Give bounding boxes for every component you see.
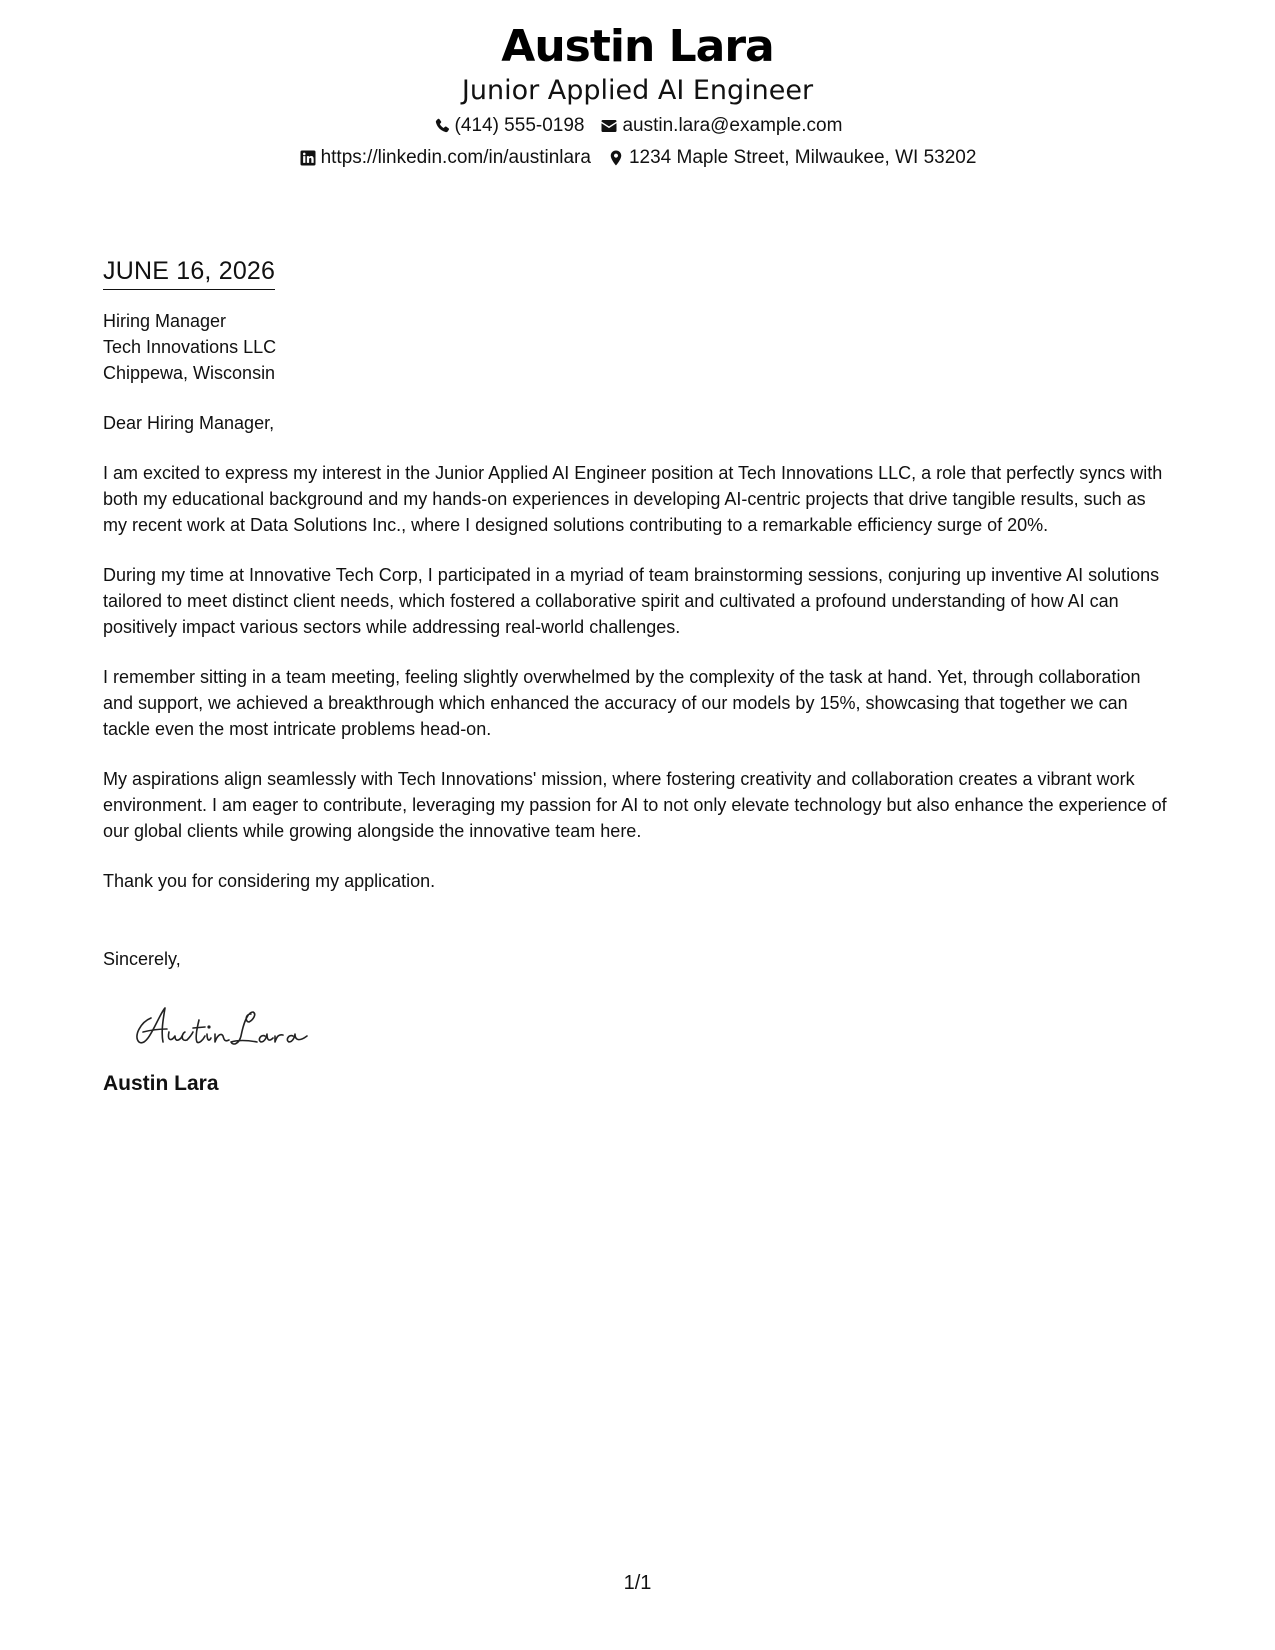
linkedin-icon bbox=[299, 149, 317, 167]
map-marker-icon bbox=[607, 149, 625, 167]
email-address: austin.lara@example.com bbox=[622, 115, 843, 136]
body-paragraph: My aspirations align seamlessly with Tech Innovations' mission, where fostering creativity and collaboration creates a vibrant work environment. I am eager to contribute, leveraging my passion for AI to not only elevate technology but also enhance the experience of our global clients while growing alongside the innovative team here. bbox=[103, 769, 1167, 841]
street-address: 1234 Maple Street, Milwaukee, WI 53202 bbox=[628, 147, 977, 168]
phone-number: (414) 555-0198 bbox=[454, 115, 585, 136]
phone-icon bbox=[433, 117, 451, 135]
linkedin-url: https://linkedin.com/in/austinlara bbox=[320, 147, 591, 168]
recipient-block bbox=[103, 308, 1173, 386]
envelope-icon bbox=[600, 117, 618, 135]
signer-name: Austin Lara bbox=[103, 1072, 219, 1095]
body-paragraph: During my time at Innovative Tech Corp, I participated in a myriad of team brainstorming sessions, conjuring up inventive AI solutions tailored to meet distinct client needs, which fostered a collaborative spirit and cultivated a profound understanding of how AI can positively impact various sectors while addressing real-world challenges. bbox=[103, 565, 1160, 637]
letter-body bbox=[103, 255, 1173, 1098]
salutation: Dear Hiring Manager, bbox=[103, 413, 275, 433]
applicant-name: Austin Lara bbox=[501, 21, 774, 72]
contact-linkedin bbox=[299, 144, 591, 172]
applicant-title: Junior Applied AI Engineer bbox=[461, 75, 814, 106]
contact-email bbox=[600, 112, 842, 140]
handwritten-signature bbox=[129, 996, 1173, 1056]
closing-line: Thank you for considering my application. bbox=[103, 871, 436, 891]
contact-phone bbox=[433, 112, 585, 140]
contact-address bbox=[607, 144, 976, 172]
letter-date: JUNE 16, 2026 bbox=[103, 255, 275, 290]
letter-header bbox=[0, 20, 1275, 172]
body-paragraph: I remember sitting in a team meeting, feeling slightly overwhelmed by the complexity of the task at hand. Yet, through collaboration and support, we achieved a breakthrough which enhanced the accuracy of our models by 15%, showcasing that together we can tackle even the most intricate problems head-on. bbox=[103, 667, 1141, 739]
recipient-company: Tech Innovations LLC bbox=[103, 337, 277, 357]
recipient-name: Hiring Manager bbox=[103, 311, 227, 331]
contact-row-secondary bbox=[0, 144, 1275, 172]
page-number: 1/1 bbox=[623, 1572, 652, 1594]
contact-row-primary bbox=[0, 112, 1275, 140]
recipient-location: Chippewa, Wisconsin bbox=[103, 363, 276, 383]
body-paragraph: I am excited to express my interest in the Junior Applied AI Engineer position at Tech Innovations LLC, a role that perfectly syncs with both my educational background and my hands-on experiences in developing AI-centric projects that drive tangible results, such as my recent work at Data Solutions Inc., where I designed solutions contributing to a remarkable efficiency surge of 20%. bbox=[103, 463, 1163, 535]
signoff: Sincerely, bbox=[103, 949, 181, 969]
